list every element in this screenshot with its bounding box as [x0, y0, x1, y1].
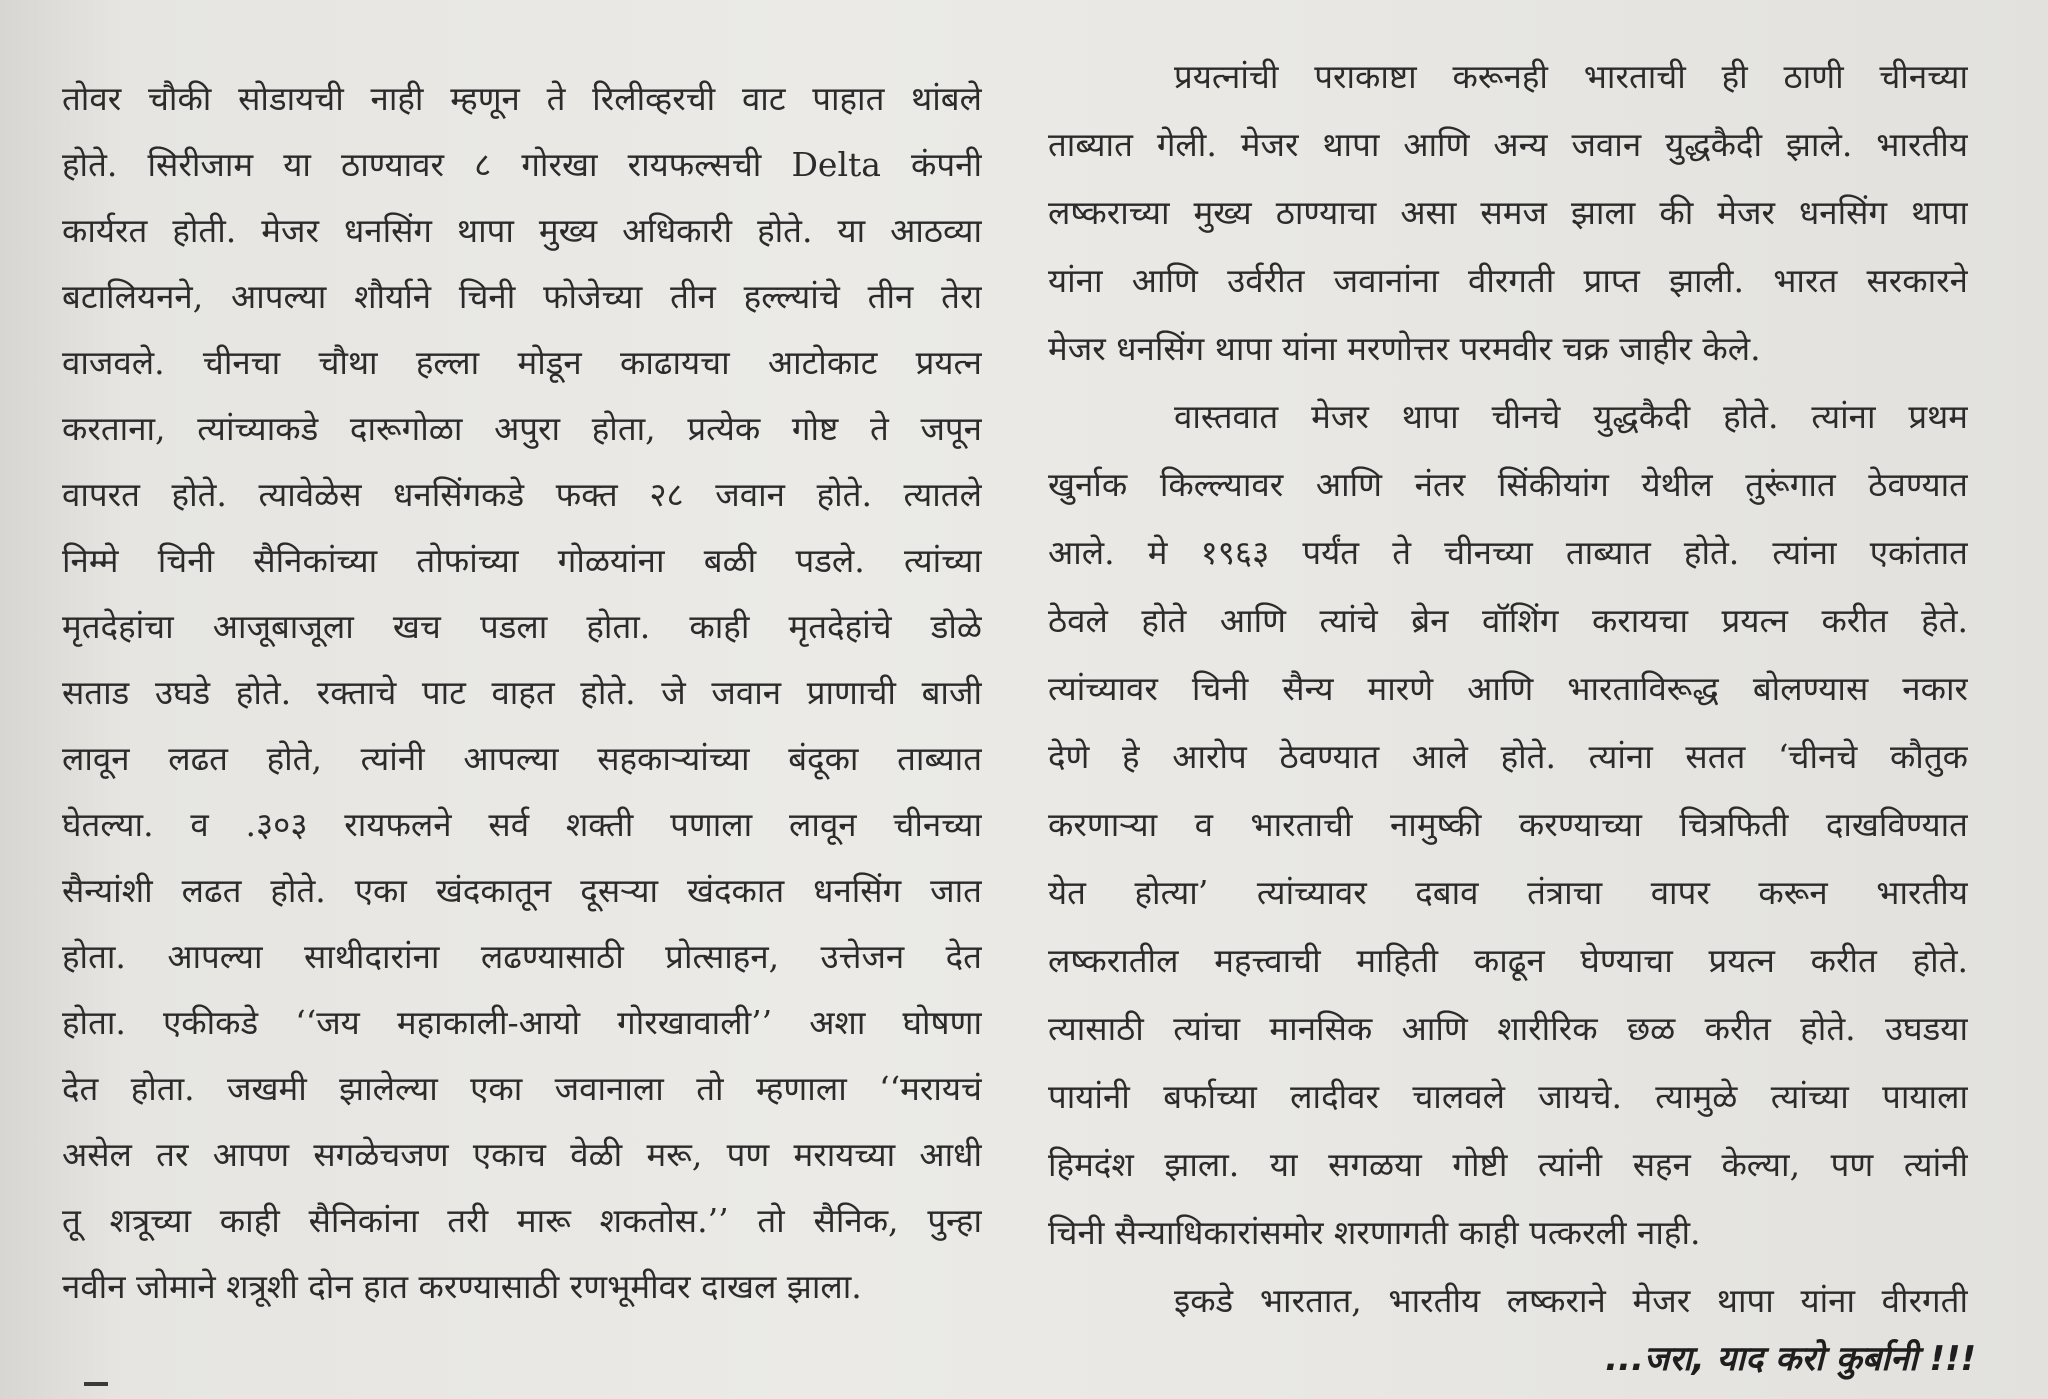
text-line: त्यांच्यावर चिनी सैन्य मारणे आणि भारताविरूद्ध बोलण्यास नकार — [1048, 669, 1968, 708]
paragraph-last-line: मेजर धनसिंग थापा यांना मरणोत्तर परमवीर चक्र जाहीर केले. — [1048, 329, 1761, 368]
text-line: लावून लढत होते, त्यांनी आपल्या सहकाऱ्यांच्या बंदूका ताब्यात — [62, 739, 982, 778]
text-line: मृतदेहांचा आजूबाजूला खच पडला होता. काही मृतदेहांचे डोळे — [62, 607, 982, 646]
text-line: देणे हे आरोप ठेवण्यात आले होते. त्यांना सतत ‘चीनचे कौतुक — [1048, 737, 1968, 776]
text-line: हिमदंश झाला. या सगळया गोष्टी त्यांनी सहन केल्या, पण त्यांनी — [1048, 1145, 1968, 1184]
left-column — [62, 0, 982, 1306]
text-line: निम्मे चिनी सैनिकांच्या तोफांच्या गोळयांना बळी पडले. त्यांच्या — [62, 541, 982, 580]
text-line: खुर्नाक किल्ल्यावर आणि नंतर सिंकीयांग येथील तुरूंगात ठेवण्यात — [1048, 465, 1968, 504]
text-line: देत होता. जखमी झालेल्या एका जवानाला तो म्हणाला ‘‘मरायचं — [62, 1069, 982, 1108]
text-line: असेल तर आपण सगळेचजण एकाच वेळी मरू, पण मरायच्या आधी — [62, 1135, 982, 1174]
text-line: लष्करातील महत्त्वाची माहिती काढून घेण्याचा प्रयत्न करीत होते. — [1048, 941, 1968, 980]
text-line: सैन्यांशी लढत होते. एका खंदकातून दूसऱ्या खंदकात धनसिंग जात — [62, 871, 982, 910]
text-line: बटालियनने, आपल्या शौर्याने चिनी फोजेच्या तीन हल्ल्यांचे तीन तेरा — [62, 277, 982, 316]
paragraph-first-line: वास्तवात मेजर थापा चीनचे युद्धकैदी होते. त्यांना प्रथम — [1174, 397, 1968, 436]
text-line: वाजवले. चीनचा चौथा हल्ला मोडून काढायचा आटोकाट प्रयत्न — [62, 343, 982, 382]
text-line: ताब्यात गेली. मेजर थापा आणि अन्य जवान युद्धकैदी झाले. भारतीय — [1048, 125, 1968, 164]
text-line: तू शत्रूच्या काही सैनिकांना तरी मारू शकतोस.’’ तो सैनिक, पुन्हा — [62, 1201, 982, 1240]
text-line: आले. मे १९६३ पर्यंत ते चीनच्या ताब्यात होते. त्यांना एकांतात — [1048, 533, 1968, 572]
text-line: तोवर चौकी सोडायची नाही म्हणून ते रिलीव्हरची वाट पाहात थांबले — [62, 79, 982, 118]
paragraph-first-line: प्रयत्नांची पराकाष्टा करूनही भारताची ही ठाणी चीनच्या — [1174, 57, 1968, 96]
text-line: ठेवले होते आणि त्यांचे ब्रेन वॉशिंग करायचा प्रयत्न करीत हेते. — [1048, 601, 1968, 640]
paragraph-first-line: इकडे भारतात, भारतीय लष्कराने मेजर थापा यांना वीरगती — [1174, 1281, 1968, 1320]
text-line: घेतल्या. व .३०३ रायफलने सर्व शक्ती पणाला लावून चीनच्या — [62, 805, 982, 844]
text-line: त्यासाठी त्यांचा मानसिक आणि शारीरिक छळ करीत होते. उघडया — [1048, 1009, 1968, 1048]
text-line: होता. एकीकडे ‘‘जय महाकाली-आयो गोरखावाली’’ अशा घोषणा — [62, 1003, 982, 1042]
text-line: करताना, त्यांच्याकडे दारूगोळा अपुरा होता, प्रत्येक गोष्ट ते जपून — [62, 409, 982, 448]
text-line: सताड उघडे होते. रक्ताचे पाट वाहत होते. जे जवान प्राणाची बाजी — [62, 673, 982, 712]
text-line: होता. आपल्या साथीदारांना लढण्यासाठी प्रोत्साहन, उत्तेजन देत — [62, 937, 982, 976]
text-line: कार्यरत होती. मेजर धनसिंग थापा मुख्य अधिकारी होते. या आठव्या — [62, 211, 982, 250]
text-line: पायांनी बर्फाच्या लादीवर चालवले जायचे. त्यामुळे त्यांच्या पायाला — [1048, 1077, 1968, 1116]
text-line: करणाऱ्या व भारताची नामुष्की करण्याच्या चित्रफिती दाखविण्यात — [1048, 805, 1968, 844]
text-line: नवीन जोमाने शत्रूशी दोन हात करण्यासाठी रणभूमीवर दाखल झाला. — [62, 1267, 862, 1306]
text-line: यांना आणि उर्वरीत जवानांना वीरगती प्राप्त झाली. भारत सरकारने — [1048, 261, 1968, 300]
footer-slogan: ...जरा, याद करो कुर्बानी !!! — [1605, 1339, 1976, 1379]
text-line: वापरत होते. त्यावेळेस धनसिंगकडे फक्त २८ जवान होते. त्यातले — [62, 475, 982, 514]
text-line: लष्कराच्या मुख्य ठाण्याचा असा समज झाला की मेजर धनसिंग थापा — [1048, 193, 1968, 232]
paragraph-last-line: चिनी सैन्याधिकारांसमोर शरणागती काही पत्करली नाही. — [1048, 1213, 1701, 1252]
page-edge-mark — [84, 1382, 108, 1386]
text-line: येत होत्या’ त्यांच्यावर दबाव तंत्राचा वापर करून भारतीय — [1048, 873, 1968, 912]
right-column — [1048, 0, 1968, 1320]
text-line: होते. सिरीजाम या ठाण्यावर ८ गोरखा रायफल्सची Delta कंपनी — [62, 145, 982, 184]
